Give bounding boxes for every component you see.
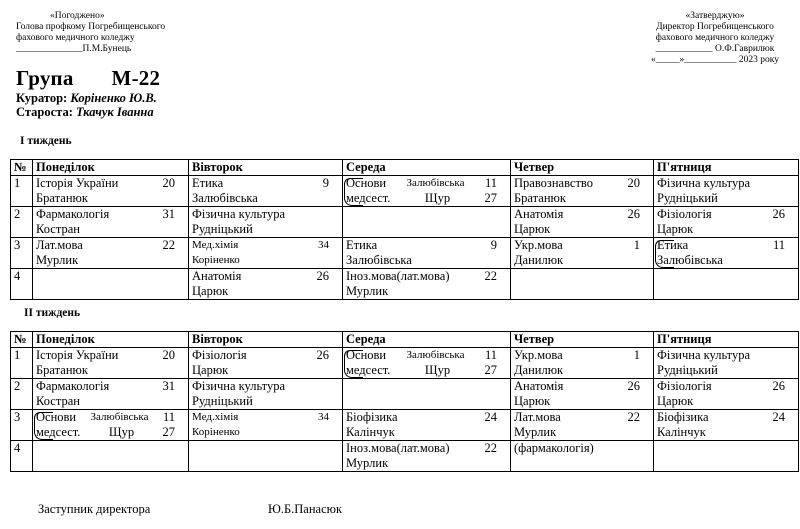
- lesson-cell-friday: [654, 348, 799, 379]
- lesson-subject-line: [657, 348, 795, 363]
- subject-name: Біофізика: [346, 410, 398, 424]
- teacher-name: Мурлик: [514, 425, 557, 439]
- room-number: 34: [318, 411, 329, 423]
- teacher-name: Царюк: [514, 394, 551, 408]
- subject-name: Основи: [346, 176, 387, 190]
- lesson-subject-line: [192, 207, 339, 222]
- subject-name: Основи: [36, 410, 77, 424]
- table-row: [11, 269, 799, 300]
- table-row: [11, 238, 799, 269]
- approval-left-line3: фахового медичного коледжу: [16, 33, 135, 43]
- week2-schedule-table: [10, 331, 799, 472]
- starosta-label: Староста:: [16, 105, 73, 119]
- subject-name: Етика: [192, 176, 224, 190]
- teacher-name: Рудніцький: [192, 394, 253, 408]
- lesson-cell-wednesday: [343, 410, 511, 441]
- room-number: 26: [772, 379, 785, 393]
- week1-schedule-table: [10, 159, 799, 300]
- handwritten-bracket-mark: [655, 240, 674, 268]
- lesson-cell-friday: [654, 410, 799, 441]
- lesson-teacher-line: [36, 363, 185, 378]
- subject-name: (фармакологія): [514, 441, 594, 455]
- lesson-cell-friday: [654, 379, 799, 410]
- teacher-name: Костран: [36, 394, 80, 408]
- lesson-subject-line: [192, 269, 339, 284]
- teacher-name: медсест.: [346, 191, 391, 205]
- lesson-cell-thursday: [511, 176, 654, 207]
- lesson-cell-tuesday: [189, 207, 343, 238]
- lesson-subject-line: [346, 348, 507, 363]
- teacher-name: Щур: [424, 191, 451, 205]
- room-number: 9: [322, 176, 329, 190]
- handwritten-bracket-mark: [344, 350, 363, 378]
- lesson-cell-wednesday: [343, 269, 511, 300]
- lesson-cell-tuesday: [189, 379, 343, 410]
- table-row: [11, 207, 799, 238]
- room-number: 11: [484, 176, 497, 190]
- lesson-cell-friday: [654, 238, 799, 269]
- subject-name: Іноз.мова(лат.мова): [346, 269, 450, 283]
- approval-left-line4: ______________П.М.Бунець: [16, 44, 132, 54]
- approval-right-line5: «_____»___________ 2023 року: [651, 55, 779, 65]
- lesson-cell-tuesday: [189, 410, 343, 441]
- curator-line: [16, 91, 157, 106]
- subject-name: Мед.хімія: [192, 239, 239, 251]
- room-number: 26: [627, 379, 640, 393]
- room-number: 22: [484, 269, 497, 283]
- lesson-teacher-line: [657, 191, 795, 206]
- lesson-number: 2: [11, 207, 33, 238]
- teacher-name: Данилюк: [514, 363, 564, 377]
- lesson-subject-line: [514, 176, 650, 191]
- lesson-subject-line: [36, 379, 185, 394]
- room-number: 27: [162, 425, 175, 439]
- lesson-cell-monday: [33, 176, 189, 207]
- subject-name: Правознавство: [514, 176, 593, 190]
- subject-name: Фізіологія: [657, 379, 712, 393]
- room-number: 27: [484, 191, 497, 205]
- lesson-cell-friday: [654, 269, 799, 300]
- lesson-teacher-line: [657, 394, 795, 409]
- lesson-cell-tuesday: [189, 348, 343, 379]
- column-header: Вівторок: [189, 332, 343, 348]
- subject-name: Лат.мова: [36, 238, 83, 252]
- lesson-subject-line: [346, 410, 507, 425]
- lesson-teacher-line: [514, 191, 650, 206]
- group-name: М-22: [111, 66, 161, 90]
- lesson-subject-line: [346, 176, 507, 191]
- lesson-cell-thursday: [511, 207, 654, 238]
- lesson-number: 4: [11, 441, 33, 472]
- table-row: [11, 379, 799, 410]
- lesson-teacher-line: [346, 191, 507, 206]
- subject-name: Біофізика: [657, 410, 709, 424]
- room-number: 22: [162, 238, 175, 252]
- approval-right-line3: фахового медичного коледжу: [655, 33, 775, 43]
- lesson-subject-line: [657, 379, 795, 394]
- table-row: [11, 410, 799, 441]
- approval-right-line1: «Затверджую»: [685, 11, 745, 21]
- week2-title: ІІ тиждень: [24, 307, 81, 319]
- starosta-name: Ткачук Іванна: [76, 105, 154, 119]
- subject-name: Фізична культура: [657, 348, 751, 362]
- approval-right-block: [640, 11, 790, 66]
- teacher-name: медсест.: [36, 425, 81, 439]
- subject-name: Укр.мова: [514, 238, 563, 252]
- lesson-teacher-line: [346, 253, 507, 268]
- teacher-name: Царюк: [192, 363, 229, 377]
- teacher-name: Залюбівська: [657, 253, 723, 267]
- approval-left-line1: «Погоджено»: [50, 11, 105, 21]
- lesson-subject-line: [514, 379, 650, 394]
- lesson-subject-line: [192, 410, 339, 425]
- room-number: 22: [484, 441, 497, 455]
- lesson-teacher-line: [657, 363, 795, 378]
- lesson-teacher-line: [514, 253, 650, 268]
- room-number: 26: [627, 207, 640, 221]
- lesson-teacher-line: [192, 425, 339, 440]
- room-number: 31: [162, 379, 175, 393]
- teacher-name: Костран: [36, 222, 80, 236]
- lesson-subject-line: [192, 348, 339, 363]
- teacher-name: Царюк: [657, 394, 694, 408]
- lesson-subject-line: [36, 410, 185, 425]
- room-number: 9: [490, 238, 497, 252]
- lesson-teacher-line: [192, 394, 339, 409]
- lesson-teacher-line: [36, 394, 185, 409]
- starosta-line: [16, 105, 154, 120]
- lesson-cell-wednesday: [343, 441, 511, 472]
- column-header: П'ятниця: [654, 332, 799, 348]
- room-number: 20: [162, 176, 175, 190]
- lesson-cell-monday: [33, 379, 189, 410]
- lesson-cell-wednesday: [343, 176, 511, 207]
- subject-name: Фізична культура: [192, 207, 286, 221]
- footer-name: Ю.Б.Панасюк: [268, 502, 343, 516]
- teacher-name: Братанюк: [36, 363, 88, 377]
- lesson-teacher-line: [514, 363, 650, 378]
- lesson-subject-line: [514, 410, 650, 425]
- lesson-teacher-line: [657, 222, 795, 237]
- approval-right-line4: ____________ О.Ф.Гаврилюк: [655, 44, 775, 54]
- room-number: 20: [162, 348, 175, 362]
- subject-name: Іноз.мова(лат.мова): [346, 441, 450, 455]
- subject-name: Фармакологія: [36, 207, 110, 221]
- week1-title: І тиждень: [20, 135, 72, 147]
- teacher-name: Залюбівська: [346, 253, 412, 267]
- lesson-cell-wednesday: [343, 379, 511, 410]
- group-title: [16, 66, 160, 91]
- lesson-teacher-line: [192, 363, 339, 378]
- lesson-subject-line: [36, 238, 185, 253]
- lesson-teacher-line: [346, 363, 507, 378]
- room-number: 11: [484, 348, 497, 362]
- lesson-cell-monday: [33, 238, 189, 269]
- lesson-number: 3: [11, 410, 33, 441]
- lesson-number: 3: [11, 238, 33, 269]
- lesson-subject-line: [192, 379, 339, 394]
- teacher-name: Рудніцький: [192, 222, 253, 236]
- column-header: №: [11, 160, 33, 176]
- teacher-name: Мурлик: [346, 284, 389, 298]
- room-number: 26: [316, 348, 329, 362]
- lesson-cell-thursday: [511, 348, 654, 379]
- lesson-subject-line: [346, 269, 507, 284]
- lesson-teacher-line: [192, 222, 339, 237]
- lesson-teacher-line: [192, 253, 339, 268]
- subject-name: Анатомія: [192, 269, 242, 283]
- teacher-name: Царюк: [192, 284, 229, 298]
- column-header: П'ятниця: [654, 160, 799, 176]
- teacher-name: Щур: [108, 425, 135, 439]
- table-row: [11, 441, 799, 472]
- handwritten-bracket-mark: [34, 412, 53, 440]
- teacher-name: Рудніцький: [657, 191, 718, 205]
- lesson-cell-tuesday: [189, 176, 343, 207]
- lesson-cell-friday: [654, 207, 799, 238]
- lesson-cell-thursday: [511, 379, 654, 410]
- lesson-subject-line: [657, 238, 795, 253]
- room-number: 1: [633, 348, 640, 362]
- room-number: 26: [772, 207, 785, 221]
- room-number: 24: [484, 410, 497, 424]
- teacher-name: Калінчук: [657, 425, 706, 439]
- room-number: 31: [162, 207, 175, 221]
- teacher-name: Калінчук: [346, 425, 395, 439]
- lesson-teacher-line: [346, 425, 507, 440]
- column-header: Понеділок: [33, 160, 189, 176]
- teacher-name: Залюбівська: [192, 191, 258, 205]
- lesson-teacher-line: [657, 253, 795, 268]
- lesson-cell-thursday: [511, 410, 654, 441]
- lesson-teacher-line: [514, 222, 650, 237]
- teacher-name: Залюбівська: [406, 349, 465, 361]
- subject-name: Історія України: [36, 176, 119, 190]
- subject-name: Етика: [657, 238, 689, 252]
- lesson-cell-wednesday: [343, 238, 511, 269]
- lesson-cell-tuesday: [189, 269, 343, 300]
- subject-name: Фізична культура: [192, 379, 286, 393]
- column-header: Четвер: [511, 332, 654, 348]
- column-header: Понеділок: [33, 332, 189, 348]
- table-row: [11, 348, 799, 379]
- lesson-number: 2: [11, 379, 33, 410]
- lesson-teacher-line: [514, 425, 650, 440]
- lesson-subject-line: [657, 410, 795, 425]
- column-header: №: [11, 332, 33, 348]
- lesson-cell-monday: [33, 348, 189, 379]
- teacher-name: Коріненко: [192, 426, 240, 438]
- lesson-teacher-line: [36, 425, 185, 440]
- lesson-subject-line: [514, 348, 650, 363]
- curator-name: Коріненко Ю.В.: [70, 91, 157, 105]
- subject-name: Лат.мова: [514, 410, 561, 424]
- lesson-subject-line: [514, 238, 650, 253]
- lesson-subject-line: [346, 441, 507, 456]
- teacher-name: Щур: [424, 363, 451, 377]
- lesson-cell-friday: [654, 176, 799, 207]
- approval-right-line2: Директор Погребищенського: [656, 22, 774, 32]
- subject-name: Основи: [346, 348, 387, 362]
- lesson-number: 1: [11, 348, 33, 379]
- teacher-name: Братанюк: [36, 191, 88, 205]
- lesson-subject-line: [514, 207, 650, 222]
- lesson-cell-tuesday: [189, 238, 343, 269]
- subject-name: Анатомія: [514, 379, 564, 393]
- teacher-name: Рудніцький: [657, 363, 718, 377]
- handwritten-bracket-mark: [344, 178, 363, 206]
- subject-name: Фізична культура: [657, 176, 751, 190]
- teacher-name: Братанюк: [514, 191, 566, 205]
- lesson-teacher-line: [192, 191, 339, 206]
- lesson-cell-friday: [654, 441, 799, 472]
- lesson-subject-line: [657, 176, 795, 191]
- approval-left-block: [16, 11, 206, 55]
- subject-name: Анатомія: [514, 207, 564, 221]
- lesson-subject-line: [514, 441, 650, 456]
- lesson-cell-thursday: [511, 238, 654, 269]
- lesson-subject-line: [657, 207, 795, 222]
- teacher-name: Царюк: [657, 222, 694, 236]
- subject-name: Укр.мова: [514, 348, 563, 362]
- lesson-subject-line: [36, 207, 185, 222]
- lesson-cell-monday: [33, 269, 189, 300]
- room-number: 34: [318, 239, 329, 251]
- lesson-cell-monday: [33, 207, 189, 238]
- subject-name: Фармакологія: [36, 379, 110, 393]
- teacher-name: Коріненко: [192, 254, 240, 266]
- lesson-number: 1: [11, 176, 33, 207]
- footer-position: Заступник директора: [38, 502, 151, 516]
- table-row: [11, 176, 799, 207]
- lesson-subject-line: [36, 176, 185, 191]
- subject-name: Мед.хімія: [192, 411, 239, 423]
- lesson-subject-line: [346, 238, 507, 253]
- lesson-subject-line: [192, 176, 339, 191]
- lesson-teacher-line: [514, 394, 650, 409]
- teacher-name: Мурлик: [346, 456, 389, 470]
- subject-name: Етика: [346, 238, 378, 252]
- room-number: 11: [772, 238, 785, 252]
- column-header: Четвер: [511, 160, 654, 176]
- teacher-name: медсест.: [346, 363, 391, 377]
- lesson-subject-line: [36, 348, 185, 363]
- lesson-teacher-line: [346, 284, 507, 299]
- room-number: 20: [627, 176, 640, 190]
- subject-name: Історія України: [36, 348, 119, 362]
- lesson-cell-thursday: [511, 441, 654, 472]
- column-header: Середа: [343, 160, 511, 176]
- room-number: 24: [772, 410, 785, 424]
- lesson-cell-wednesday: [343, 207, 511, 238]
- column-header: Середа: [343, 332, 511, 348]
- lesson-teacher-line: [657, 425, 795, 440]
- curator-label: Куратор:: [16, 91, 68, 105]
- lesson-number: 4: [11, 269, 33, 300]
- lesson-cell-monday: [33, 441, 189, 472]
- teacher-name: Царюк: [514, 222, 551, 236]
- lesson-cell-wednesday: [343, 348, 511, 379]
- lesson-cell-tuesday: [189, 441, 343, 472]
- room-number: 1: [633, 238, 640, 252]
- subject-name: Фізіологія: [192, 348, 247, 362]
- lesson-cell-thursday: [511, 269, 654, 300]
- room-number: 22: [627, 410, 640, 424]
- lesson-teacher-line: [36, 222, 185, 237]
- lesson-teacher-line: [192, 284, 339, 299]
- group-label: Група: [16, 66, 74, 90]
- approval-left-line2: Голова профкому Погребищенського: [16, 22, 166, 32]
- room-number: 11: [162, 410, 175, 424]
- lesson-cell-monday: [33, 410, 189, 441]
- teacher-name: Залюбівська: [90, 411, 149, 423]
- header-row: [11, 160, 799, 176]
- teacher-name: Залюбівська: [406, 177, 465, 189]
- lesson-teacher-line: [36, 253, 185, 268]
- header-row: [11, 332, 799, 348]
- teacher-name: Мурлик: [36, 253, 79, 267]
- room-number: 27: [484, 363, 497, 377]
- lesson-teacher-line: [346, 456, 507, 471]
- lesson-subject-line: [192, 238, 339, 253]
- room-number: 26: [316, 269, 329, 283]
- teacher-name: Данилюк: [514, 253, 564, 267]
- subject-name: Фізіологія: [657, 207, 712, 221]
- lesson-teacher-line: [36, 191, 185, 206]
- column-header: Вівторок: [189, 160, 343, 176]
